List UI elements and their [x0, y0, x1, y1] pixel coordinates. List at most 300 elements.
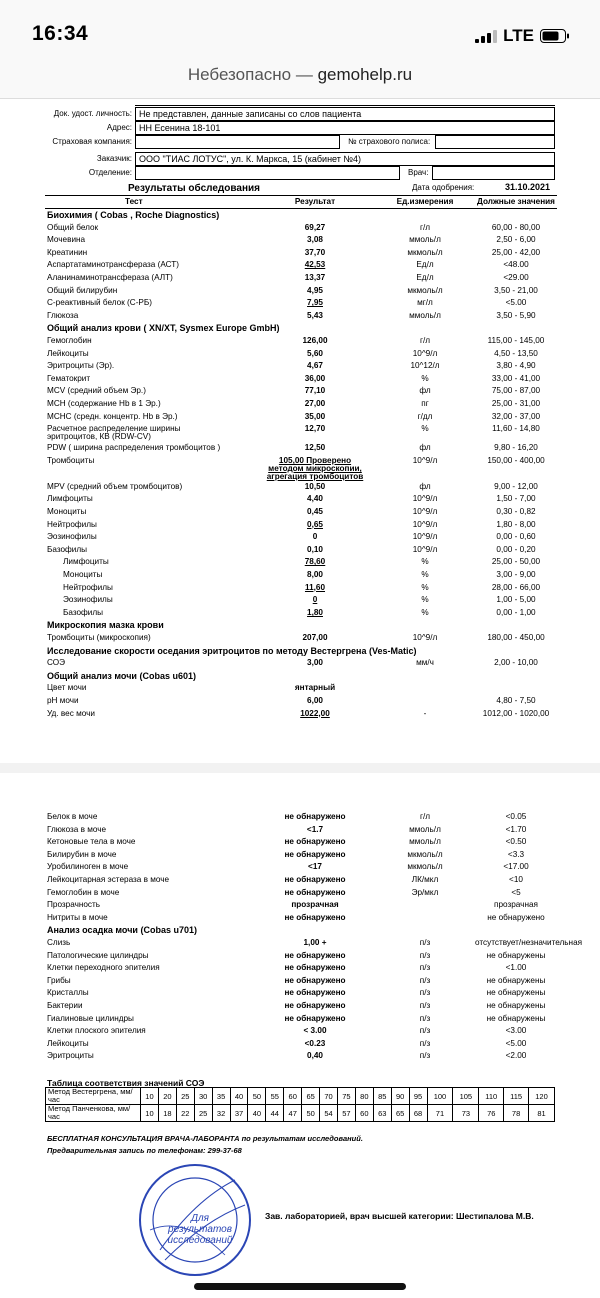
cell-result: не обнаружено	[284, 1013, 346, 1023]
table-row	[45, 348, 557, 360]
cell-test: Креатинин	[47, 247, 88, 257]
cell-test: PDW ( ширина распределения тромбоцитов )	[47, 443, 221, 453]
header-top-line	[135, 99, 555, 106]
home-indicator[interactable]	[194, 1283, 406, 1290]
table-row	[45, 1025, 557, 1037]
cell-test: Клетки плоского эпителия	[47, 1026, 146, 1036]
table-row	[45, 899, 557, 911]
cell-unit: Ед/л	[416, 260, 434, 270]
table-row	[45, 373, 557, 385]
phone-note: Предварительная запись по телефонам: 299-37-68	[47, 1146, 242, 1155]
soe-cell: 44	[266, 1105, 284, 1122]
cell-unit: мкмоль/л	[407, 862, 443, 872]
cell-unit: п/з	[419, 1038, 431, 1048]
soe-cell: 57	[337, 1105, 355, 1122]
network-type: LTE	[503, 26, 534, 45]
cell-norm: 4,50 - 13,50	[494, 348, 538, 358]
cell-test: Расчетное распределение ширины	[47, 424, 181, 434]
cell-result: 1022,00	[300, 708, 330, 718]
table-row	[45, 411, 557, 423]
cell-result: 4,95	[307, 285, 323, 295]
cell-unit: 10^9/л	[412, 544, 438, 554]
cell-norm: 180,00 - 450,00	[487, 633, 545, 642]
soe-row-westergren	[46, 1088, 555, 1105]
cell-test-line2: эритроцитов, КВ (RDW-CV)	[47, 432, 151, 442]
cell-test: СОЭ	[47, 658, 65, 668]
cell-test: pH мочи	[47, 696, 79, 705]
cell-unit: мкмоль/л	[407, 849, 443, 859]
cell-result: не обнаружено	[284, 950, 346, 960]
cell-result-line2: методом микроскопии,	[268, 463, 362, 473]
soe-cell: 68	[409, 1105, 427, 1122]
cell-result: 6,00	[307, 696, 323, 705]
cell-norm: 0,00 - 0,20	[496, 544, 536, 554]
table-row	[45, 887, 557, 899]
column-unit: Ед.измерения	[396, 197, 454, 206]
cell-norm: 4,80 - 7,50	[496, 696, 536, 705]
cell-unit: -	[423, 708, 427, 718]
cell-norm: не обнаружено	[487, 912, 545, 922]
results-table-page-2	[45, 811, 583, 1066]
cell-norm: 1,00 - 5,00	[496, 595, 536, 605]
cell-unit: мкмоль/л	[407, 285, 443, 295]
page-1	[0, 99, 600, 763]
table-row	[45, 657, 557, 669]
cell-result: 1,80	[307, 607, 323, 617]
cell-result: не обнаружено	[284, 887, 346, 897]
cell-test: Гематокрит	[47, 373, 91, 383]
cell-result: 27,00	[304, 399, 326, 408]
table-row	[45, 1038, 557, 1050]
soe-cell: 120	[529, 1088, 555, 1105]
soe-cell: 22	[176, 1105, 194, 1122]
cell-unit: пг	[421, 399, 429, 408]
cell-norm: не обнаружены	[486, 950, 546, 960]
cell-norm: 1,50 - 7,00	[496, 494, 536, 504]
table-row	[45, 975, 557, 987]
soe-cell: 32	[212, 1105, 230, 1122]
results-title: Результаты обследования	[128, 183, 260, 194]
cell-test: Общий билирубин	[47, 285, 118, 295]
table-row	[45, 222, 557, 234]
cell-result: <1.7	[306, 824, 324, 834]
cell-result: 0,40	[307, 1051, 323, 1061]
cell-norm: 0,00 - 1,00	[496, 607, 536, 617]
cell-test: Кристаллы	[47, 988, 89, 998]
table-row	[45, 695, 557, 707]
table-row	[45, 506, 557, 518]
cell-test: Эозинофилы	[47, 532, 97, 542]
cell-unit: фл	[419, 481, 431, 491]
soe-cell: 78	[504, 1105, 529, 1122]
cell-norm: 25,00 - 50,00	[491, 557, 541, 567]
url-host: gemohelp.ru	[317, 65, 413, 84]
cell-result: <17	[308, 862, 322, 872]
table-row	[45, 1050, 557, 1062]
cell-unit: ммоль/л	[409, 824, 441, 834]
cell-test: Моноциты	[47, 507, 87, 516]
table-row	[45, 234, 557, 246]
cell-test: MCHC (средн. концентр. Hb в Эр.)	[47, 411, 178, 421]
cell-test: Эозинофилы	[63, 595, 113, 605]
cell-test: Прозрачность	[47, 900, 101, 910]
cell-norm: 3,50 - 21,00	[494, 285, 538, 295]
results-table-page-1	[45, 195, 557, 755]
status-bar	[0, 0, 600, 60]
soe-cell: 37	[230, 1105, 248, 1122]
soe-table	[45, 1087, 555, 1122]
cell-unit: 10^9/л	[412, 455, 438, 465]
table-row	[45, 708, 557, 720]
section-header	[45, 670, 557, 682]
table-row	[45, 247, 557, 259]
cell-unit: %	[421, 557, 429, 567]
doctor-label: Врач:	[408, 168, 429, 177]
consultation-note: БЕСПЛАТНАЯ КОНСУЛЬТАЦИЯ ВРАЧА-ЛАБОРАНТА по результатам исследований.	[47, 1134, 363, 1143]
soe-cell: 50	[248, 1088, 266, 1105]
table-row	[45, 519, 557, 531]
cell-result: 126,00	[302, 336, 328, 345]
table-row	[45, 594, 557, 606]
cell-norm: 0,30 - 0,82	[496, 507, 536, 516]
cell-norm: <5.00	[505, 1038, 527, 1048]
cell-test: С-реактивный белок (С-РБ)	[47, 298, 152, 308]
table-row	[45, 912, 557, 924]
soe-cell: 30	[194, 1088, 212, 1105]
cell-result: 0,10	[307, 544, 323, 554]
table-row	[45, 531, 557, 543]
soe-cell: 35	[212, 1088, 230, 1105]
cell-result: не обнаружено	[284, 975, 346, 985]
cell-result: не обнаружено	[284, 875, 346, 884]
cell-norm: отсутствует/незначительная	[475, 938, 583, 947]
cell-unit: Ед/л	[416, 273, 434, 282]
cell-test: Общий белок	[47, 222, 99, 232]
cell-result: 3,08	[307, 235, 323, 245]
soe-cell: 105	[453, 1088, 479, 1105]
table-row	[45, 874, 557, 886]
cell-unit: %	[421, 582, 429, 592]
table-row	[45, 423, 557, 442]
cell-norm: 1012,00 - 1020,00	[482, 708, 550, 718]
cell-unit: п/з	[419, 1026, 431, 1036]
cell-test: Лимфоциты	[47, 494, 93, 504]
cell-result: 207,00	[302, 633, 328, 642]
cell-test: Слизь	[47, 938, 71, 947]
cell-norm: 25,00 - 42,00	[491, 247, 541, 257]
soe-cell: 85	[373, 1088, 391, 1105]
cell-norm: не обнаружены	[486, 1013, 546, 1023]
cell-test: Тромбоциты (микроскопия)	[47, 633, 151, 642]
soe-cell: 18	[158, 1105, 176, 1122]
cell-norm: <10	[509, 875, 523, 884]
cell-test: Аланинаминотрансфераза (АЛТ)	[47, 273, 173, 282]
section-title: Биохимия ( Cobas , Roche Diagnostics)	[47, 210, 220, 220]
cell-result: 36,00	[304, 373, 326, 383]
cell-result: < 3.00	[303, 1026, 327, 1036]
cell-unit: ЛК/мкл	[411, 875, 439, 884]
cell-test: Гемоглобин	[47, 336, 92, 345]
soe-row-panchenkov	[46, 1105, 555, 1122]
cell-unit: г/л	[419, 222, 431, 232]
cell-norm: 60,00 - 80,00	[491, 222, 541, 232]
cell-unit: фл	[419, 386, 431, 396]
soe-cell: 60	[284, 1088, 302, 1105]
section-title: Общий анализ крови ( XN/XT, Sysmex Europe GmbH)	[47, 323, 280, 334]
cell-test: Базофилы	[47, 544, 88, 554]
column-header-row	[45, 195, 557, 209]
cell-unit: 10^9/л	[412, 519, 438, 529]
table-row	[45, 442, 557, 454]
cell-norm: 2,00 - 10,00	[494, 658, 538, 668]
cell-result: 35,00	[304, 411, 326, 421]
cell-unit: %	[421, 570, 429, 579]
cell-norm: прозрачная	[494, 900, 538, 910]
cell-norm: 150,00 - 400,00	[487, 455, 545, 465]
cell-unit: %	[421, 424, 429, 434]
cell-norm: <5	[511, 887, 521, 897]
cell-result: 5,60	[307, 348, 323, 358]
section-title: Исследование скорости оседания эритроцитов по методу Вестергрена (Ves-Matic)	[47, 645, 417, 656]
cell-result: 0	[312, 532, 318, 542]
cell-norm: <1.70	[505, 824, 527, 834]
cell-norm: 1,80 - 8,00	[496, 519, 536, 529]
cell-unit: ммоль/л	[409, 837, 441, 847]
cell-test: Патологические цилиндры	[47, 950, 149, 960]
table-row	[45, 493, 557, 505]
cell-unit: фл	[419, 443, 431, 453]
cell-test: MCH (содержание Hb в 1 Эр.)	[47, 399, 161, 408]
cell-norm: <1.00	[505, 963, 527, 973]
table-row	[45, 861, 557, 873]
cell-result: прозрачная	[291, 900, 339, 910]
soe-panchenkov-label: Метод Панченкова, мм/час	[46, 1105, 141, 1122]
section-title: Микроскопия мазка крови	[47, 620, 164, 631]
cell-result: 12,70	[304, 424, 326, 434]
cell-result: не обнаружено	[284, 912, 346, 922]
approval-date: 31.10.2021	[505, 182, 551, 192]
cell-unit: %	[421, 595, 429, 605]
soe-cell: 71	[427, 1105, 453, 1122]
soe-cell: 47	[284, 1105, 302, 1122]
table-row	[45, 385, 557, 397]
cell-result: 78,60	[304, 557, 326, 567]
table-row	[45, 259, 557, 271]
url-security-warning: Небезопасно —	[187, 65, 318, 84]
cell-test: Нейтрофилы	[63, 582, 113, 592]
table-row	[45, 682, 557, 694]
cell-result: 0	[312, 595, 318, 605]
soe-cell: 25	[176, 1088, 194, 1105]
soe-cell: 80	[355, 1088, 373, 1105]
table-row	[45, 1000, 557, 1012]
table-row	[45, 937, 583, 949]
soe-cell: 73	[453, 1105, 479, 1122]
cell-unit: п/з	[419, 975, 431, 985]
cell-norm: 0,00 - 0,60	[496, 532, 536, 542]
cell-unit: 10^9/л	[412, 507, 438, 516]
cell-unit: г/дл	[417, 411, 433, 421]
section-header	[45, 322, 557, 334]
cell-result: 69,27	[304, 222, 326, 232]
doc-label: Док. удост. личность:	[53, 109, 132, 118]
table-row	[45, 632, 557, 644]
cell-result: 13,37	[304, 273, 326, 282]
cell-test: Глюкоза в моче	[47, 824, 107, 834]
soe-cell: 110	[479, 1088, 504, 1105]
cell-result: 42,53	[304, 260, 326, 270]
cell-result: 5,43	[307, 310, 323, 320]
cell-test: Базофилы	[63, 607, 104, 617]
patient-header	[0, 99, 600, 189]
table-row	[45, 310, 557, 322]
table-row	[45, 962, 557, 974]
cell-result: 4,67	[307, 361, 323, 371]
cell-unit: %	[421, 373, 429, 383]
doc-value: Не представлен, данные записаны со слов пациента	[135, 107, 555, 121]
cell-result: 7,95	[307, 298, 323, 308]
cell-norm: <2.00	[505, 1051, 527, 1061]
soe-cell: 54	[320, 1105, 338, 1122]
cell-unit: п/з	[419, 1051, 431, 1061]
cell-norm: 2,50 - 6,00	[496, 235, 536, 245]
cell-test: Бактерии	[47, 1001, 83, 1010]
cell-test: Лимфоциты	[63, 557, 109, 567]
cell-result: не обнаружено	[284, 963, 346, 973]
soe-cell: 20	[158, 1088, 176, 1105]
soe-cell: 95	[409, 1088, 427, 1105]
cell-unit: мкмоль/л	[407, 247, 443, 257]
cell-result: 105,00 Проверено	[278, 455, 352, 465]
insurance-value	[135, 135, 340, 149]
cell-test: Грибы	[47, 975, 71, 985]
department-value	[135, 166, 400, 180]
cell-unit: п/з	[419, 938, 431, 947]
stamp-text: Для результатов исследований	[167, 1213, 233, 1246]
policy-value	[435, 135, 555, 149]
cell-test: Гемоглобин в моче	[47, 887, 120, 897]
cell-test: Нейтрофилы	[47, 519, 97, 529]
approval-label: Дата одобрения:	[412, 183, 475, 192]
policy-label: № страхового полиса:	[348, 137, 431, 146]
cell-unit: п/з	[419, 963, 431, 973]
soe-cell: 40	[230, 1088, 248, 1105]
section-header	[45, 645, 557, 657]
cell-result: 77,10	[304, 386, 326, 396]
column-test: Тест	[125, 197, 143, 206]
cell-test: Мочевина	[47, 235, 86, 245]
cell-result: 0,45	[307, 507, 323, 516]
table-row	[45, 297, 557, 309]
cell-norm: 3,50 - 5,90	[496, 310, 536, 320]
address-label: Адрес:	[106, 123, 132, 132]
cell-result: 12,50	[304, 443, 326, 453]
cell-norm: 75,00 - 87,00	[491, 386, 541, 396]
cell-result: 37,70	[304, 247, 326, 257]
cell-test: Клетки переходного эпителия	[47, 963, 160, 973]
soe-cell: 10	[141, 1105, 159, 1122]
cell-unit: г/л	[419, 812, 431, 821]
section-header	[45, 924, 557, 936]
cell-norm: 3,00 - 9,00	[496, 570, 536, 579]
soe-cell: 25	[194, 1105, 212, 1122]
signal-icon	[475, 30, 497, 43]
cell-test: Эритроциты	[47, 1051, 94, 1061]
table-row	[45, 607, 557, 619]
cell-norm: 9,80 - 16,20	[494, 443, 538, 453]
soe-cell: 10	[141, 1088, 159, 1105]
soe-cell: 90	[391, 1088, 409, 1105]
cell-test: Нитриты в моче	[47, 912, 108, 922]
url-bar[interactable]	[0, 60, 600, 99]
soe-cell: 55	[266, 1088, 284, 1105]
cell-norm: 3,80 - 4,90	[496, 361, 536, 371]
cell-test: Аспартатаминотрансфераза (АСТ)	[47, 260, 179, 270]
signature-line: Зав. лабораторией, врач высшей категории: Шестипалова М.В.	[265, 1211, 534, 1221]
cell-test: MCV (средний объем Эр.)	[47, 386, 146, 396]
cell-result: янтарный	[294, 683, 336, 693]
cell-unit: п/з	[419, 1001, 431, 1010]
cell-unit: мг/л	[417, 298, 433, 308]
table-row	[45, 569, 557, 581]
soe-cell: 65	[302, 1088, 320, 1105]
table-row	[45, 824, 557, 836]
cell-unit: 10^12/л	[410, 361, 440, 371]
cell-unit: 10^9/л	[412, 494, 438, 504]
cell-test: Уробилиноген в моче	[47, 862, 129, 872]
table-row	[45, 398, 557, 410]
cell-test: Белок в моче	[47, 812, 98, 821]
column-result: Результат	[294, 197, 336, 206]
cell-result: 10,50	[304, 481, 326, 491]
cell-test: Моноциты	[63, 570, 103, 579]
cell-test: Уд. вес мочи	[47, 708, 95, 718]
cell-norm: <48.00	[503, 260, 529, 270]
table-row	[45, 360, 557, 372]
soe-westergren-label: Метод Вестергрена, мм/час	[46, 1088, 141, 1105]
insurance-label: Страховая компания:	[52, 137, 132, 146]
department-label: Отделение:	[88, 168, 132, 177]
cell-norm: <5.00	[505, 298, 527, 308]
cell-test: Лейкоциты	[47, 1038, 89, 1048]
battery-icon	[540, 29, 570, 43]
cell-result: 1,00 +	[303, 938, 327, 947]
cell-unit: мм/ч	[416, 658, 434, 668]
table-row	[45, 556, 557, 568]
section-header	[45, 619, 557, 631]
cell-result: <0.23	[304, 1038, 326, 1048]
cell-norm: 9,00 - 12,00	[494, 481, 538, 491]
cell-unit: г/л	[419, 336, 431, 345]
cell-norm: 28,00 - 66,00	[491, 582, 541, 592]
soe-cell: 70	[320, 1088, 338, 1105]
table-row	[45, 544, 557, 556]
table-row	[45, 285, 557, 297]
table-row	[45, 836, 557, 848]
doctor-value	[432, 166, 555, 180]
cell-unit: 10^9/л	[412, 348, 438, 358]
cell-unit: 10^9/л	[412, 633, 438, 642]
cell-norm: не обнаружены	[486, 988, 546, 998]
cell-result: не обнаружено	[284, 988, 346, 998]
soe-cell: 76	[479, 1105, 504, 1122]
soe-table-title: Таблица соответствия значений СОЭ	[47, 1078, 205, 1088]
soe-cell: 75	[337, 1088, 355, 1105]
cell-result: 4,40	[307, 494, 323, 504]
cell-unit: %	[421, 607, 429, 617]
cell-test: Тромбоциты	[47, 455, 95, 465]
status-time: 16:34	[32, 22, 89, 45]
